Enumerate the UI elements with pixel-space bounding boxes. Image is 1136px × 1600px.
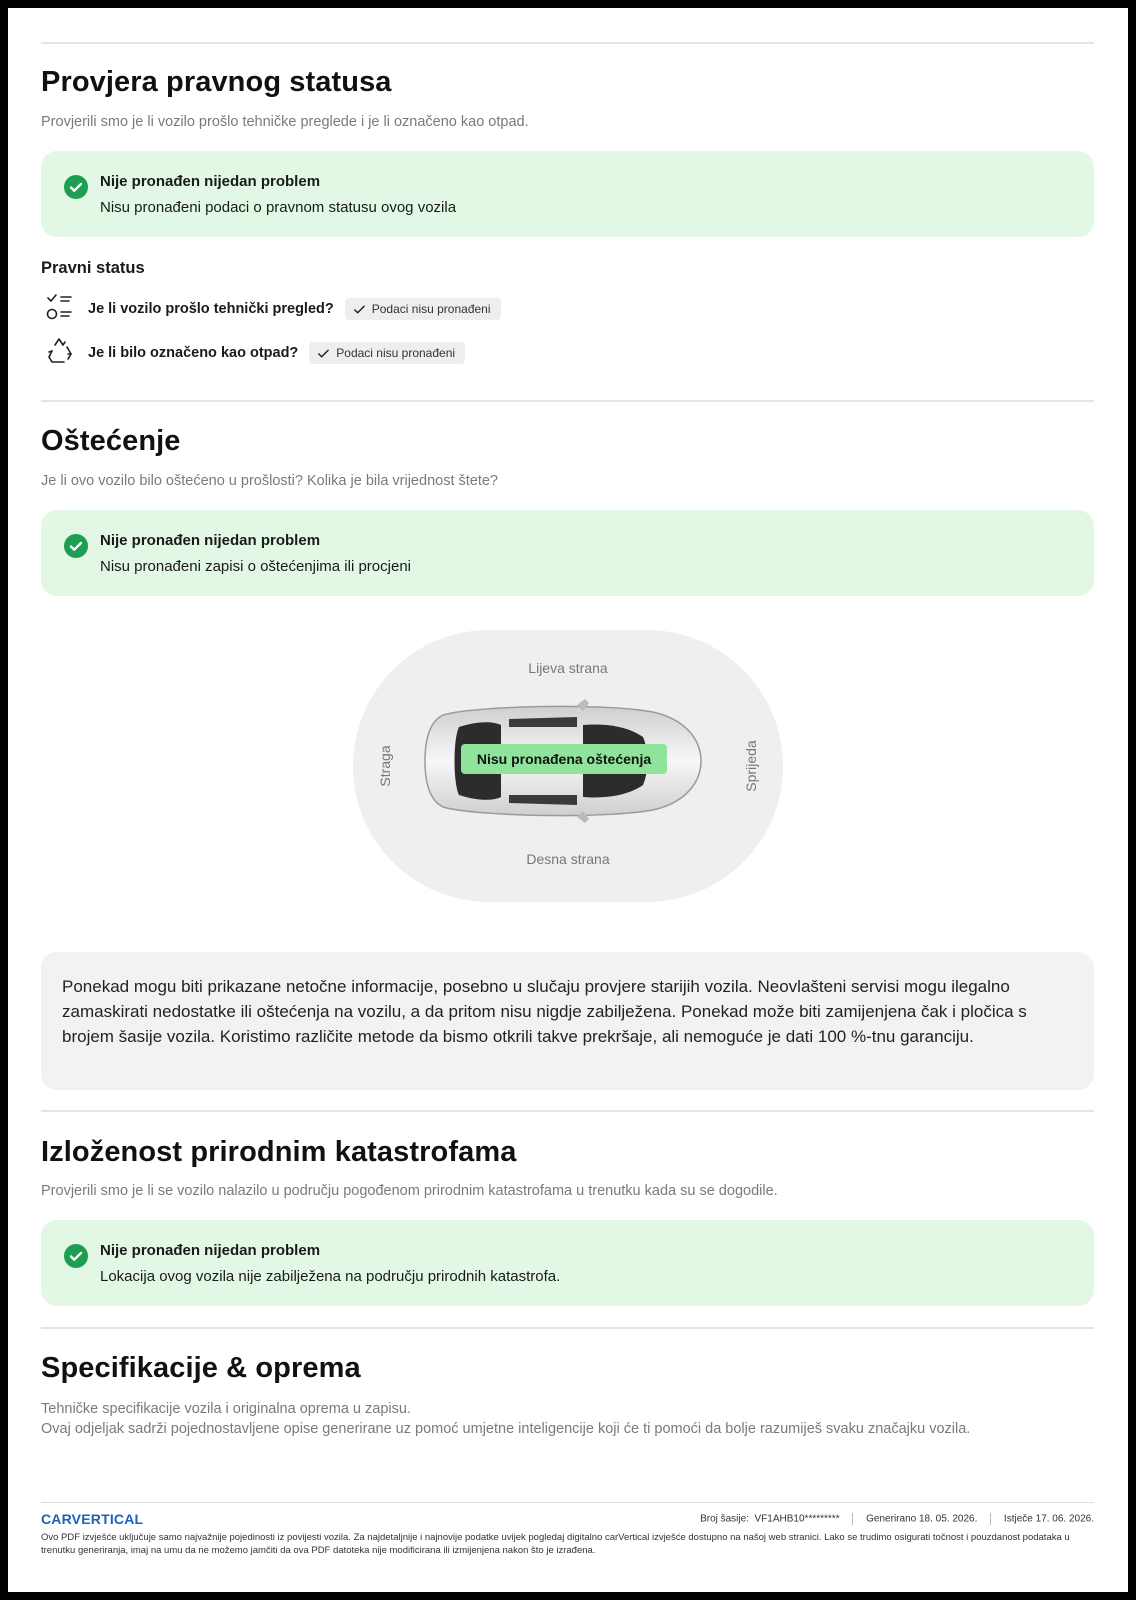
scrapped-status-badge <box>309 342 465 364</box>
legal-section-title: Provjera pravnog statusa <box>41 66 392 98</box>
legal-item-inspection <box>44 294 501 324</box>
check-circle-icon <box>64 534 88 558</box>
carvertical-logo: CARVERTICAL <box>41 1511 144 1527</box>
vin-label: Broj šasije: <box>700 1513 749 1525</box>
damage-status-text: Nisu pronađeni zapisi o oštećenjima ili procjeni <box>100 558 411 575</box>
damage-diagram <box>353 630 783 902</box>
legal-subheading: Pravni status <box>41 259 145 277</box>
disasters-status-box <box>41 1220 1094 1306</box>
recycle-icon <box>44 335 76 372</box>
check-icon <box>317 347 330 360</box>
disasters-section-subtitle: Provjerili smo je li se vozilo nalazilo u području pogođenom prirodnim katastrofama u trenutku kada su se dogodile. <box>41 1183 778 1199</box>
legal-status-title: Nije pronađen nijedan problem <box>100 173 321 190</box>
section-divider <box>41 1110 1094 1112</box>
disclaimer-note <box>41 952 1094 1090</box>
disasters-status-title: Nije pronađen nijedan problem <box>100 1242 321 1259</box>
section-divider <box>41 400 1094 402</box>
check-circle-icon <box>64 1244 88 1268</box>
check-icon <box>353 303 366 316</box>
inspection-question: Je li vozilo prošlo tehnički pregled? <box>88 301 334 317</box>
right-side-label: Desna strana <box>526 851 610 867</box>
specs-subtitle-line1: Tehničke specifikacije vozila i originalna oprema u zapisu. <box>41 1401 411 1417</box>
legal-item-scrapped <box>44 338 465 368</box>
checklist-icon <box>44 291 76 328</box>
scrapped-question: Je li bilo označeno kao otpad? <box>88 345 299 361</box>
damage-status-box <box>41 510 1094 596</box>
inspection-badge-label: Podaci nisu pronađeni <box>371 302 491 316</box>
disclaimer-note-text: Ponekad mogu biti prikazane netočne informacije, posebno u slučaju provjere starijih vozila. Neovlašteni servisi mogu ilegalno zamaskirati nedostatke ili oštećenja na vozilu, a da pritom nisu nigdje zabilježena. Ponekad može biti zamijenjena čak i pločica s brojem šasije vozila. Koristimo različite metode da bismo otkrili takve prekršaje, ali nemoguće je dati 100 %-tnu garanciju. <box>62 977 1027 1046</box>
vin-value: VF1AHB10********* <box>754 1513 840 1525</box>
damage-section-subtitle: Je li ovo vozilo bilo oštećeno u prošlosti? Kolika je bila vrijednost štete? <box>41 473 498 489</box>
footer-disclaimer: Ovo PDF izvješće uključuje samo najvažnije pojedinosti iz povijesti vozila. Za najdetaljnije i najnovije podatke uvijek pogledaj digitalno carVertical izvješće dostupno na našoj web stranici. Lako se trudimo osigurati točnost i pouzdanost podataka u trenutku generiranja, imaj na umu da ne možemo jamčiti da ova PDF datoteka nije modificirana ili izmijenjena nakon što je izrađena. <box>41 1532 1070 1556</box>
left-side-label: Lijeva strana <box>528 660 608 676</box>
footer-divider <box>41 1502 1094 1503</box>
section-divider <box>41 42 1094 44</box>
specs-section-title: Specifikacije & oprema <box>41 1352 361 1384</box>
damage-section-title: Oštećenje <box>41 425 181 457</box>
disasters-section-title: Izloženost prirodnim katastrofama <box>41 1136 517 1168</box>
rear-label: Straga <box>377 745 393 787</box>
legal-status-box <box>41 151 1094 237</box>
check-circle-icon <box>64 175 88 199</box>
report-page <box>8 8 1128 1592</box>
scrapped-badge-label: Podaci nisu pronađeni <box>336 346 456 360</box>
footer-separator <box>852 1513 853 1525</box>
no-damage-label: Nisu pronađena oštećenja <box>461 744 667 774</box>
disasters-status-text: Lokacija ovog vozila nije zabilježena na području prirodnih katastrofa. <box>100 1268 561 1285</box>
specs-subtitle-line2: Ovaj odjeljak sadrži pojednostavljene opise generirane uz pomoć umjetne inteligencije koji će ti pomoći da bolje razumiješ svaku značajku vozila. <box>41 1421 971 1437</box>
inspection-status-badge <box>345 298 501 320</box>
front-label: Sprijeda <box>743 740 759 792</box>
footer-bar <box>41 1510 1094 1528</box>
damage-status-title: Nije pronađen nijedan problem <box>100 532 321 549</box>
expiry-date: Istječe 17. 06. 2026. <box>1003 1513 1094 1525</box>
legal-status-text: Nisu pronađeni podaci o pravnom statusu ovog vozila <box>100 199 457 216</box>
footer-separator <box>990 1513 991 1525</box>
footer-meta <box>700 1513 1094 1525</box>
legal-section-subtitle: Provjerili smo je li vozilo prošlo tehničke preglede i je li označeno kao otpad. <box>41 114 529 130</box>
section-divider <box>41 1327 1094 1329</box>
generated-date: Generirano 18. 05. 2026. <box>866 1513 978 1525</box>
